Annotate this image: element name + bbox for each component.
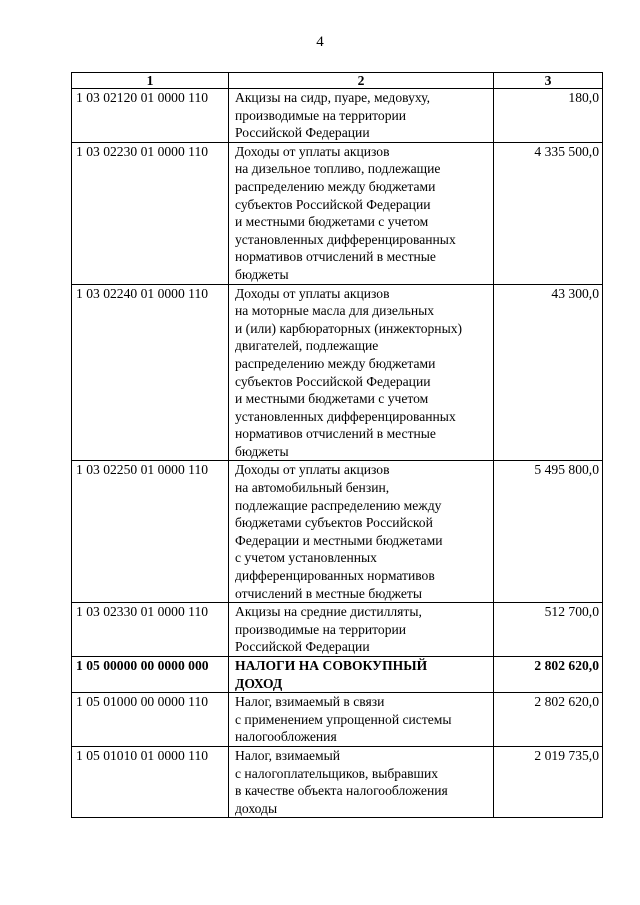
amount-cell: 512 700,0 — [494, 603, 603, 657]
code-cell: 1 03 02330 01 0000 110 — [72, 603, 229, 657]
column-header-amount: 3 — [494, 73, 603, 89]
table-row — [72, 461, 603, 603]
page-number: 4 — [316, 34, 324, 50]
table-body — [72, 89, 603, 818]
code-cell: 1 05 01000 00 0000 110 — [72, 693, 229, 747]
table-header-row — [72, 73, 603, 89]
amount-cell: 4 335 500,0 — [494, 142, 603, 284]
table-row — [72, 657, 603, 693]
code-cell: 1 03 02120 01 0000 110 — [72, 89, 229, 143]
amount-cell: 2 019 735,0 — [494, 746, 603, 817]
amount-cell: 2 802 620,0 — [494, 657, 603, 693]
code-cell: 1 03 02230 01 0000 110 — [72, 142, 229, 284]
code-cell: 1 03 02250 01 0000 110 — [72, 461, 229, 603]
code-cell: 1 05 00000 00 0000 000 — [72, 657, 229, 693]
amount-cell: 43 300,0 — [494, 284, 603, 461]
description-cell: Доходы от уплаты акцизов на автомобильный бензин, подлежащие распределению между бюджетами субъектов Российской Федерации и местными бюджетами с учетом установленных дифференцированных нормативов отчислений в местные бюджеты — [229, 461, 494, 603]
table-row — [72, 142, 603, 284]
code-cell: 1 05 01010 01 0000 110 — [72, 746, 229, 817]
description-cell: Доходы от уплаты акцизов на дизельное топливо, подлежащие распределению между бюджетами субъектов Российской Федерации и местными бюджетами с учетом установленных дифференцированных нормативов отчислений в местные бюджеты — [229, 142, 494, 284]
table-row — [72, 284, 603, 461]
revenue-table — [71, 72, 603, 818]
description-cell: Акцизы на средние дистилляты, производимые на территории Российской Федерации — [229, 603, 494, 657]
description-cell: Акцизы на сидр, пуаре, медовуху, производимые на территории Российской Федерации — [229, 89, 494, 143]
table-row — [72, 603, 603, 657]
amount-cell: 2 802 620,0 — [494, 693, 603, 747]
table-row — [72, 746, 603, 817]
column-header-code: 1 — [72, 73, 229, 89]
description-cell: Налог, взимаемый в связи с применением упрощенной системы налогообложения — [229, 693, 494, 747]
table-row — [72, 693, 603, 747]
description-cell: Доходы от уплаты акцизов на моторные масла для дизельных и (или) карбюраторных (инжекторных) двигателей, подлежащие распределению между бюджетами субъектов Российской Федерации и местными бюджетами с учетом установленных дифференцированных нормативов отчислений в местные бюджеты — [229, 284, 494, 461]
description-cell: Налог, взимаемый с налогоплательщиков, выбравших в качестве объекта налогообложения доходы — [229, 746, 494, 817]
table-row — [72, 89, 603, 143]
amount-cell: 180,0 — [494, 89, 603, 143]
amount-cell: 5 495 800,0 — [494, 461, 603, 603]
code-cell: 1 03 02240 01 0000 110 — [72, 284, 229, 461]
description-cell: НАЛОГИ НА СОВОКУПНЫЙ ДОХОД — [229, 657, 494, 693]
column-header-description: 2 — [229, 73, 494, 89]
